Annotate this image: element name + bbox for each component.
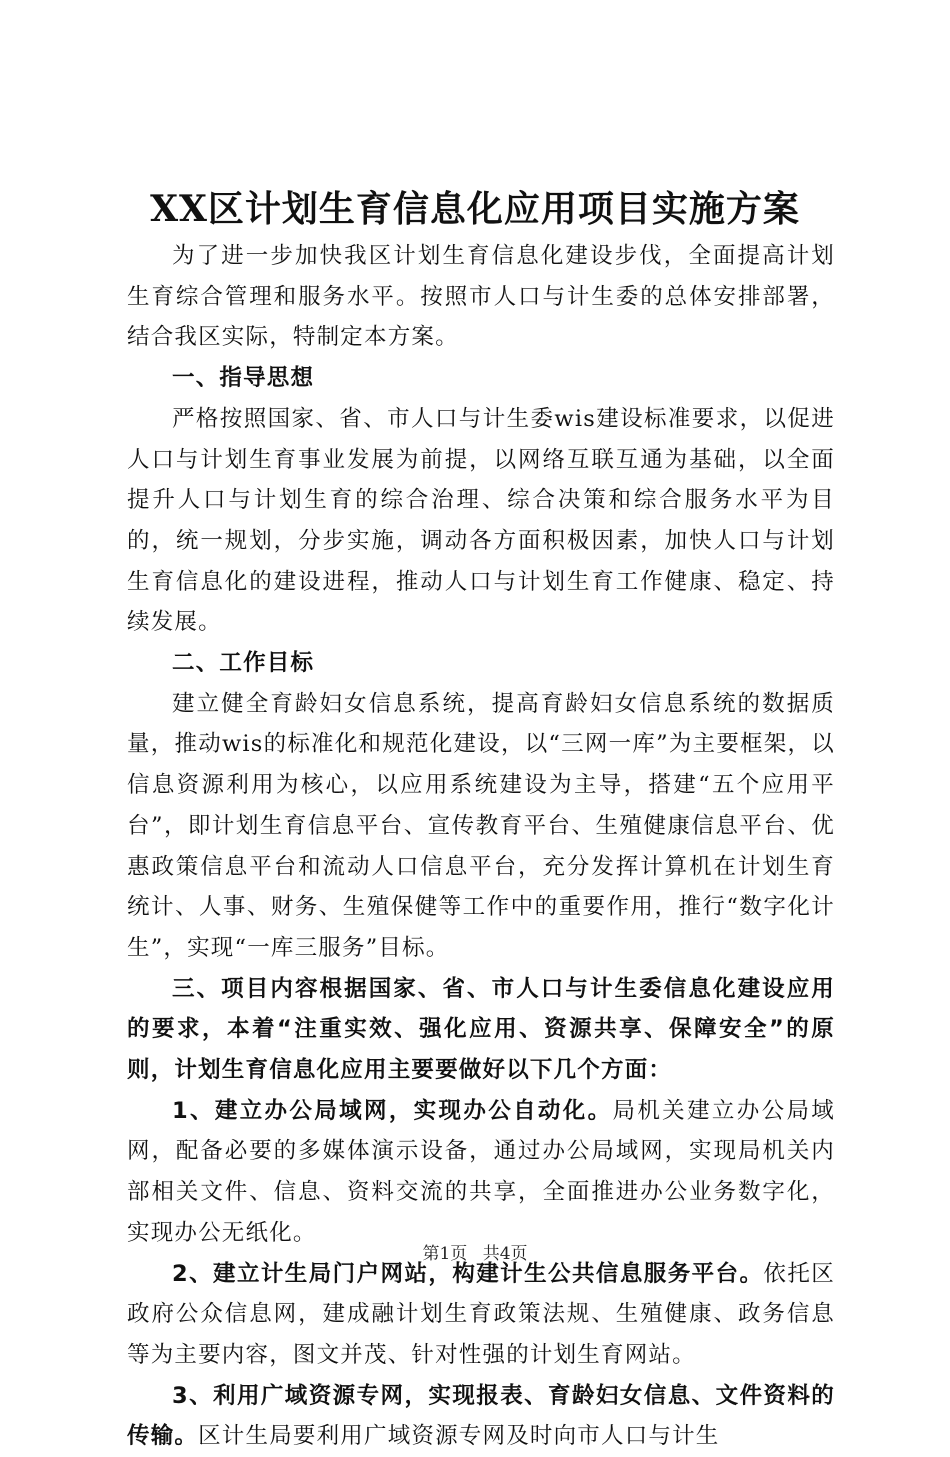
item-3-paragraph	[127, 1376, 835, 1457]
item-2-paragraph	[127, 1254, 835, 1376]
page-footer	[0, 1242, 950, 1266]
document-body	[127, 236, 835, 1457]
page-total: 共4页	[482, 1244, 528, 1264]
intro-paragraph: 为了进一步加快我区计划生育信息化建设步伐，全面提高计划生育综合管理和服务水平。按照市人口与计生委的总体安排部署，结合我区实际，特制定本方案。	[127, 243, 835, 351]
section-heading-guiding-thought: 一、指导思想	[172, 365, 315, 392]
section-heading-work-goals: 二、工作目标	[172, 650, 315, 677]
item-1-text: 局机关建立办公局域网，配备必要的多媒体演示设备，通过办公局域网，实现局机关内部相关文件、信息、资料交流的共享，全面推进办公业务数字化，实现办公无纸化。	[127, 1097, 835, 1246]
item-3-text: 区计生局要利用广域资源专网及时向市人口与计生	[198, 1423, 720, 1450]
section-heading-project-content: 三、项目内容根据国家、省、市人口与计生委信息化建设应用的要求，本着“注重实效、强化应用、资源共享、保障安全”的原则，计划生育信息化应用主要要做好以下几个方面：	[127, 975, 835, 1084]
page-number: 第1页	[422, 1244, 468, 1264]
item-1-paragraph	[127, 1091, 835, 1254]
item-2-lead: 2、建立计生局门户网站，构建计生公共信息服务平台。	[172, 1260, 764, 1287]
item-3-lead: 3、利用广域资源专网，实现报表、育龄妇女信息、文件资料的传输。	[127, 1382, 835, 1450]
item-1-lead: 1、建立办公局域网，实现办公自动化。	[172, 1097, 613, 1124]
work-goals-paragraph: 建立健全育龄妇女信息系统，提高育龄妇女信息系统的数据质量，推动wis的标准化和规范化建设，以“三网一库”为主要框架，以信息资源利用为核心，以应用系统建设为主导，搭建“五个应用平台”，即计划生育信息平台、宣传教育平台、生殖健康信息平台、优惠政策信息平台和流动人口信息平台，充分发挥计算机在计划生育统计、人事、财务、生殖保健等工作中的重要作用，推行“数字化计生”，实现“一库三服务”目标。	[127, 690, 835, 961]
item-2-text: 依托区政府公众信息网，建成融计划生育政策法规、生殖健康、政务信息等为主要内容，图文并茂、针对性强的计划生育网站。	[127, 1260, 835, 1368]
guiding-thought-paragraph: 严格按照国家、省、市人口与计生委wis建设标准要求，以促进人口与计划生育事业发展为前提，以网络互联互通为基础，以全面提升人口与计划生育的综合治理、综合决策和综合服务水平为目的，统一规划，分步实施，调动各方面积极因素，加快人口与计划生育信息化的建设进程，推动人口与计划生育工作健康、稳定、持续发展。	[127, 405, 835, 636]
document-title: XX区计划生育信息化应用项目实施方案	[150, 188, 800, 230]
